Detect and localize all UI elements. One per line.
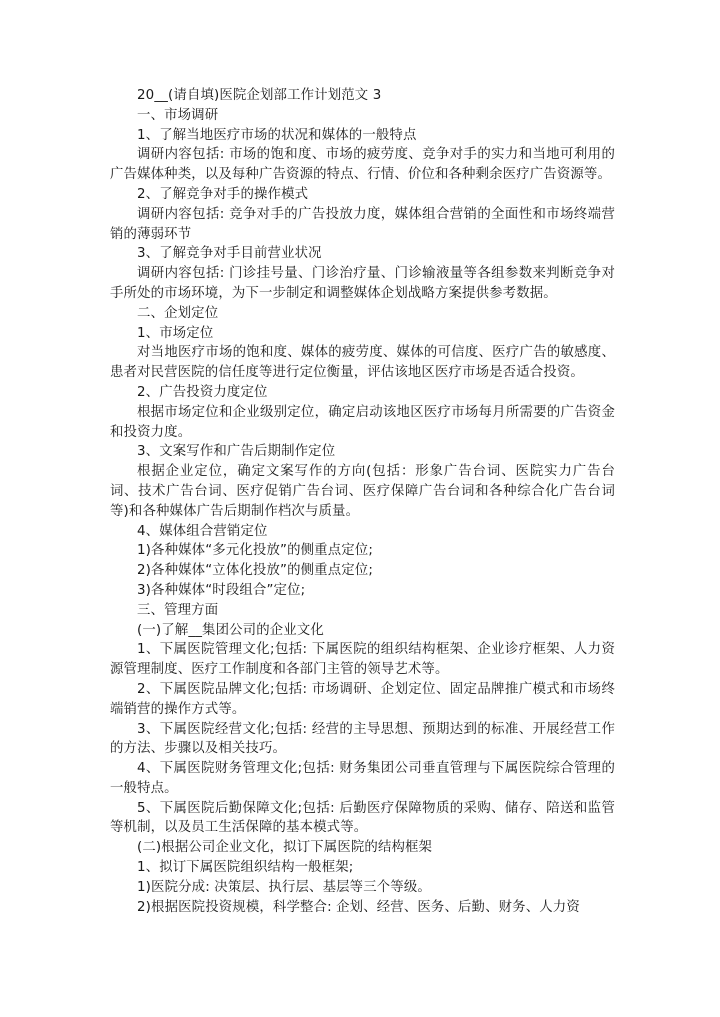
paragraph: 1、市场定位 [137, 325, 214, 341]
paragraph: 3、了解竞争对手目前营业状况 [137, 246, 322, 262]
list-item: 1)各种媒体“多元化投放”的侧重点定位; [137, 543, 373, 559]
list-item: 1)医院分成: 决策层、执行层、基层等三个等级。 [137, 879, 431, 895]
paragraph: 根据市场定位和企业级别定位，确定启动该地区医疗市场每月所需要的广告资金和投资力度。 [110, 404, 615, 440]
paragraph: 2、下属医院品牌文化;包括: 市场调研、企划定位、固定品牌推广模式和市场终端销营的操作方式等。 [110, 681, 615, 717]
section-heading-management: 三、管理方面 [137, 602, 219, 618]
document-body [110, 86, 615, 917]
paragraph: 调研内容包括: 市场的饱和度、市场的疲劳度、竞争对手的实力和当地可利用的广告媒体种类，以及每种广告资源的特点、行情、价位和各种剩余医疗广告资源等。 [110, 147, 615, 183]
paragraph: 5、下属医院后勤保障文化;包括: 后勤医疗保障物质的采购、储存、陪送和监管等机制，以及员工生活保障的基本模式等。 [110, 800, 615, 836]
paragraph: 4、下属医院财务管理文化;包括: 财务集团公司垂直管理与下属医院综合管理的一般特点。 [110, 761, 615, 796]
paragraph: 根据企业定位，确定文案写作的方向(包括：形象广告台词、医院实力广告台词、技术广告台词、医疗促销广告台词、医疗保障广告台词和各种综合化广告台词等)和各种媒体广告后期制作档次与质量。 [110, 464, 615, 519]
paragraph: 1、下属医院管理文化;包括: 下属医院的组织结构框架、企业诊疗框架、人力资源管理制度、医疗工作制度和各部门主管的领导艺术等。 [110, 642, 615, 678]
paragraph: 对当地医疗市场的饱和度、媒体的疲劳度、媒体的可信度、医疗广告的敏感度、患者对民营医院的信任度等进行定位衡量，评估该地区医疗市场是否适合投资。 [110, 345, 615, 381]
paragraph: (一)了解__集团公司的企业文化 [137, 622, 324, 638]
paragraph: 3、文案写作和广告后期制作定位 [137, 444, 336, 460]
paragraph: 调研内容包括: 竞争对手的广告投放力度，媒体组合营销的全面性和市场终端营销的薄弱环节 [110, 206, 615, 242]
paragraph: (二)根据公司企业文化，拟订下属医院的结构框架 [137, 840, 433, 856]
paragraph: 3、下属医院经营文化;包括: 经营的主导思想、预期达到的标准、开展经营工作的方法、步骤以及相关技巧。 [110, 721, 615, 757]
list-item: 3)各种媒体“时段组合”定位; [137, 582, 306, 598]
list-item: 2)根据医院投资规模，科学整合: 企划、经营、医务、后勤、财务、人力资 [137, 899, 580, 915]
paragraph: 调研内容包括: 门诊挂号量、门诊治疗量、门诊输液量等各组参数来判断竞争对手所处的市场环境，为下一步制定和调整媒体企划战略方案提供参考数据。 [110, 266, 615, 301]
paragraph: 4、媒体组合营销定位 [137, 523, 268, 539]
section-heading-market-research: 一、市场调研 [137, 107, 219, 123]
paragraph: 2、了解竞争对手的操作模式 [137, 186, 309, 202]
paragraph: 1、拟订下属医院组织结构一般框架; [137, 860, 354, 876]
paragraph: 2、广告投资力度定位 [137, 384, 268, 400]
document-title: 20__(请自填)医院企划部工作计划范文 3 [137, 88, 382, 103]
section-heading-planning-positioning: 二、企划定位 [137, 305, 219, 321]
list-item: 2)各种媒体“立体化投放”的侧重点定位; [137, 563, 373, 579]
paragraph: 1、了解当地医疗市场的状况和媒体的一般特点 [137, 127, 417, 143]
